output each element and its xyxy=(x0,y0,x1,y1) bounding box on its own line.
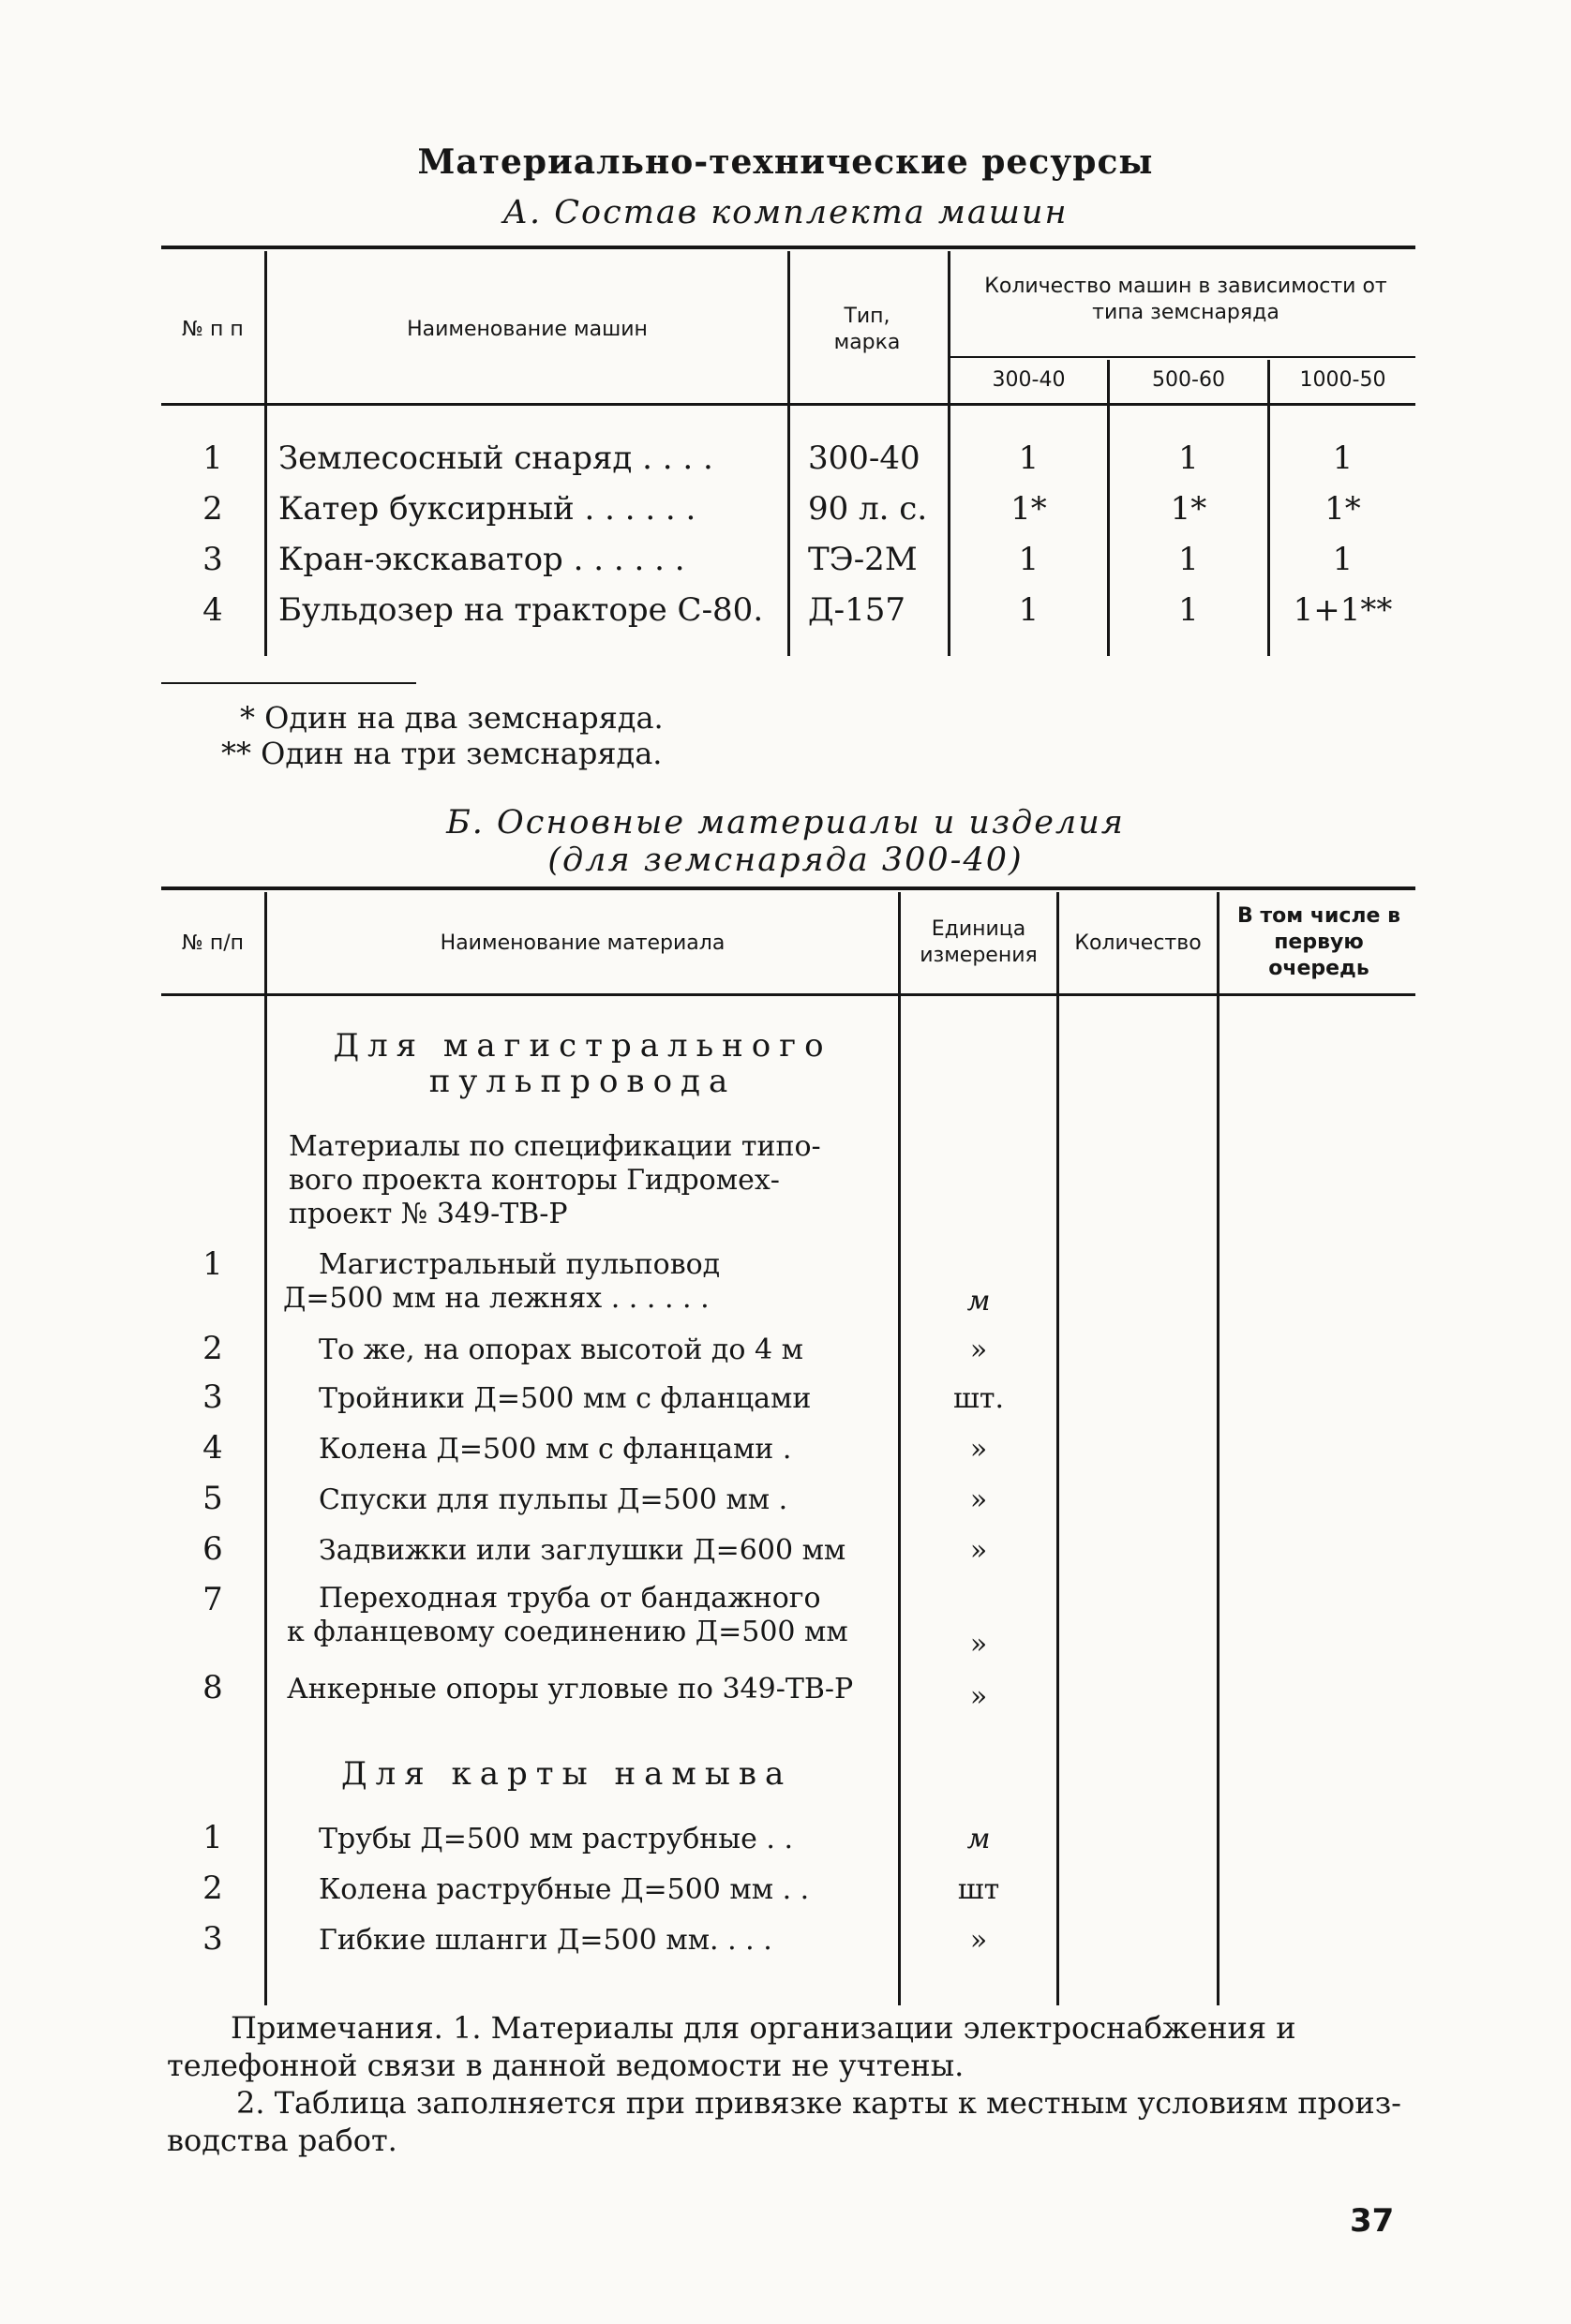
qty-300-40: 1 xyxy=(1018,439,1040,477)
col-first-stage-header: В том числе в первую очередь xyxy=(1236,904,1401,980)
group-heading: Для карты намыва xyxy=(341,1755,793,1793)
section-a-title: А. Состав комплекта машин xyxy=(502,194,1069,231)
footnote: ** Один на три земснаряда. xyxy=(221,736,663,771)
table-b-col-divider xyxy=(1217,892,1219,2005)
material-name: Гибкие шланги Д=500 мм. . . . xyxy=(319,1924,772,1957)
unit: шт xyxy=(957,1873,1000,1906)
row-number: 1 xyxy=(202,1819,223,1856)
qty-500-60: 1* xyxy=(1170,490,1207,528)
qty-500-60: 1 xyxy=(1178,591,1199,629)
material-name: Трубы Д=500 мм раструбные . . xyxy=(319,1823,794,1855)
qty-500-60: 1 xyxy=(1178,541,1199,578)
table-a-col-divider xyxy=(264,251,267,656)
unit: » xyxy=(969,1333,988,1366)
group-intro: вого проекта конторы Гидромех- xyxy=(289,1164,780,1197)
col-num-header: № п/п xyxy=(181,931,245,955)
col-q3-header: 1000-50 xyxy=(1299,368,1386,392)
unit: » xyxy=(969,1680,988,1713)
footnote: * Один на два земснаряда. xyxy=(240,700,664,736)
machine-type: Д-157 xyxy=(808,591,906,629)
unit: » xyxy=(969,1628,988,1661)
machine-name: Бульдозер на тракторе С-80. xyxy=(278,591,764,629)
note-line: водства работ. xyxy=(167,2123,397,2158)
section-b-subtitle: (для земснаряда 300-40) xyxy=(547,842,1024,879)
material-name: Колена Д=500 мм с фланцами . xyxy=(319,1433,792,1466)
machine-name: Кран-экскаватор . . . . . . xyxy=(278,541,685,578)
qty-1000-50: 1 xyxy=(1332,541,1354,578)
row-number: 3 xyxy=(202,541,223,578)
row-number: 5 xyxy=(202,1480,223,1517)
material-name: Переходная труба от бандажного xyxy=(319,1582,821,1615)
col-qty-group-header: Количество машин в зависимости от типа земснаряда xyxy=(984,275,1387,324)
qty-300-40: 1* xyxy=(1010,490,1047,528)
col-q2-header: 500-60 xyxy=(1152,368,1225,392)
material-name: Магистральный пульповод xyxy=(319,1248,721,1281)
material-name: Анкерные опоры угловые по 349-ТВ-Р xyxy=(287,1673,854,1706)
material-name: То же, на опорах высотой до 4 м xyxy=(319,1333,803,1366)
row-number: 3 xyxy=(202,1378,223,1416)
qty-300-40: 1 xyxy=(1018,541,1040,578)
machine-name: Землесосный снаряд . . . . xyxy=(278,439,713,477)
row-number: 4 xyxy=(202,591,223,629)
material-name: Задвижки или заглушки Д=600 мм xyxy=(319,1534,846,1567)
table-a-top-rule xyxy=(161,246,1415,249)
qty-1000-50: 1 xyxy=(1332,439,1354,477)
row-number: 1 xyxy=(202,1245,223,1283)
material-name: Колена раструбные Д=500 мм . . xyxy=(319,1873,810,1906)
note-line: телефонной связи в данной ведомости не учтены. xyxy=(167,2048,965,2083)
material-name: Тройники Д=500 мм с фланцами xyxy=(319,1382,812,1415)
machine-type: 300-40 xyxy=(808,439,920,477)
table-a-col-divider xyxy=(787,251,790,656)
row-number: 8 xyxy=(202,1669,223,1706)
unit: » xyxy=(969,1483,988,1516)
col-material-header: Наименование материала xyxy=(440,931,726,955)
qty-1000-50: 1+1** xyxy=(1293,591,1393,629)
note-line: Примечания. 1. Материалы для организации электроснабжения и xyxy=(231,2010,1296,2046)
row-number: 2 xyxy=(202,490,223,528)
material-name: Спуски для пульпы Д=500 мм . xyxy=(319,1483,788,1516)
group-heading: Для магистрального xyxy=(333,1027,832,1065)
row-number: 3 xyxy=(202,1920,223,1958)
qty-500-60: 1 xyxy=(1178,439,1199,477)
machine-type: 90 л. с. xyxy=(808,490,928,528)
qty-300-40: 1 xyxy=(1018,591,1040,629)
qty-1000-50: 1* xyxy=(1324,490,1361,528)
unit: шт. xyxy=(952,1382,1005,1415)
row-number: 2 xyxy=(202,1330,223,1367)
page-number: 37 xyxy=(1350,2202,1395,2240)
unit: » xyxy=(969,1433,988,1466)
material-name: к фланцевому соединению Д=500 мм xyxy=(287,1616,848,1648)
group-intro: Материалы по спецификации типо- xyxy=(289,1130,821,1163)
footnote-rule xyxy=(161,682,416,684)
table-b-header-rule xyxy=(161,993,1415,996)
row-number: 4 xyxy=(202,1429,223,1467)
machine-type: ТЭ-2М xyxy=(808,541,918,578)
unit: » xyxy=(969,1534,988,1567)
machine-name: Катер буксирный . . . . . . xyxy=(278,490,696,528)
col-num-header: № п п xyxy=(182,318,244,341)
material-name: Д=500 мм на лежнях . . . . . . xyxy=(283,1282,710,1315)
section-b-title: Б. Основные материалы и изделия xyxy=(446,804,1125,842)
group-heading: пульпровода xyxy=(428,1063,737,1100)
unit: м xyxy=(966,1823,991,1855)
row-number: 1 xyxy=(202,439,223,477)
page-title: Материально-технические ресурсы xyxy=(417,142,1154,182)
unit: » xyxy=(969,1924,988,1957)
table-b-col-divider xyxy=(1056,892,1059,2005)
col-name-header: Наименование машин xyxy=(407,318,648,341)
unit: м xyxy=(966,1285,991,1318)
note-line: 2. Таблица заполняется при привязке карты к местным условиям произ- xyxy=(236,2085,1401,2121)
col-q1-header: 300-40 xyxy=(992,368,1066,392)
row-number: 7 xyxy=(202,1581,223,1618)
group-intro: проект № 349-ТВ-Р xyxy=(289,1198,568,1230)
row-number: 2 xyxy=(202,1870,223,1907)
col-type-header: Тип, марка xyxy=(833,305,901,354)
row-number: 6 xyxy=(202,1530,223,1568)
table-a-sub-rule xyxy=(949,356,1415,358)
col-qty-header: Количество xyxy=(1074,931,1202,955)
table-b-top-rule xyxy=(161,886,1415,890)
col-unit-header: Единица измерения xyxy=(920,917,1038,967)
